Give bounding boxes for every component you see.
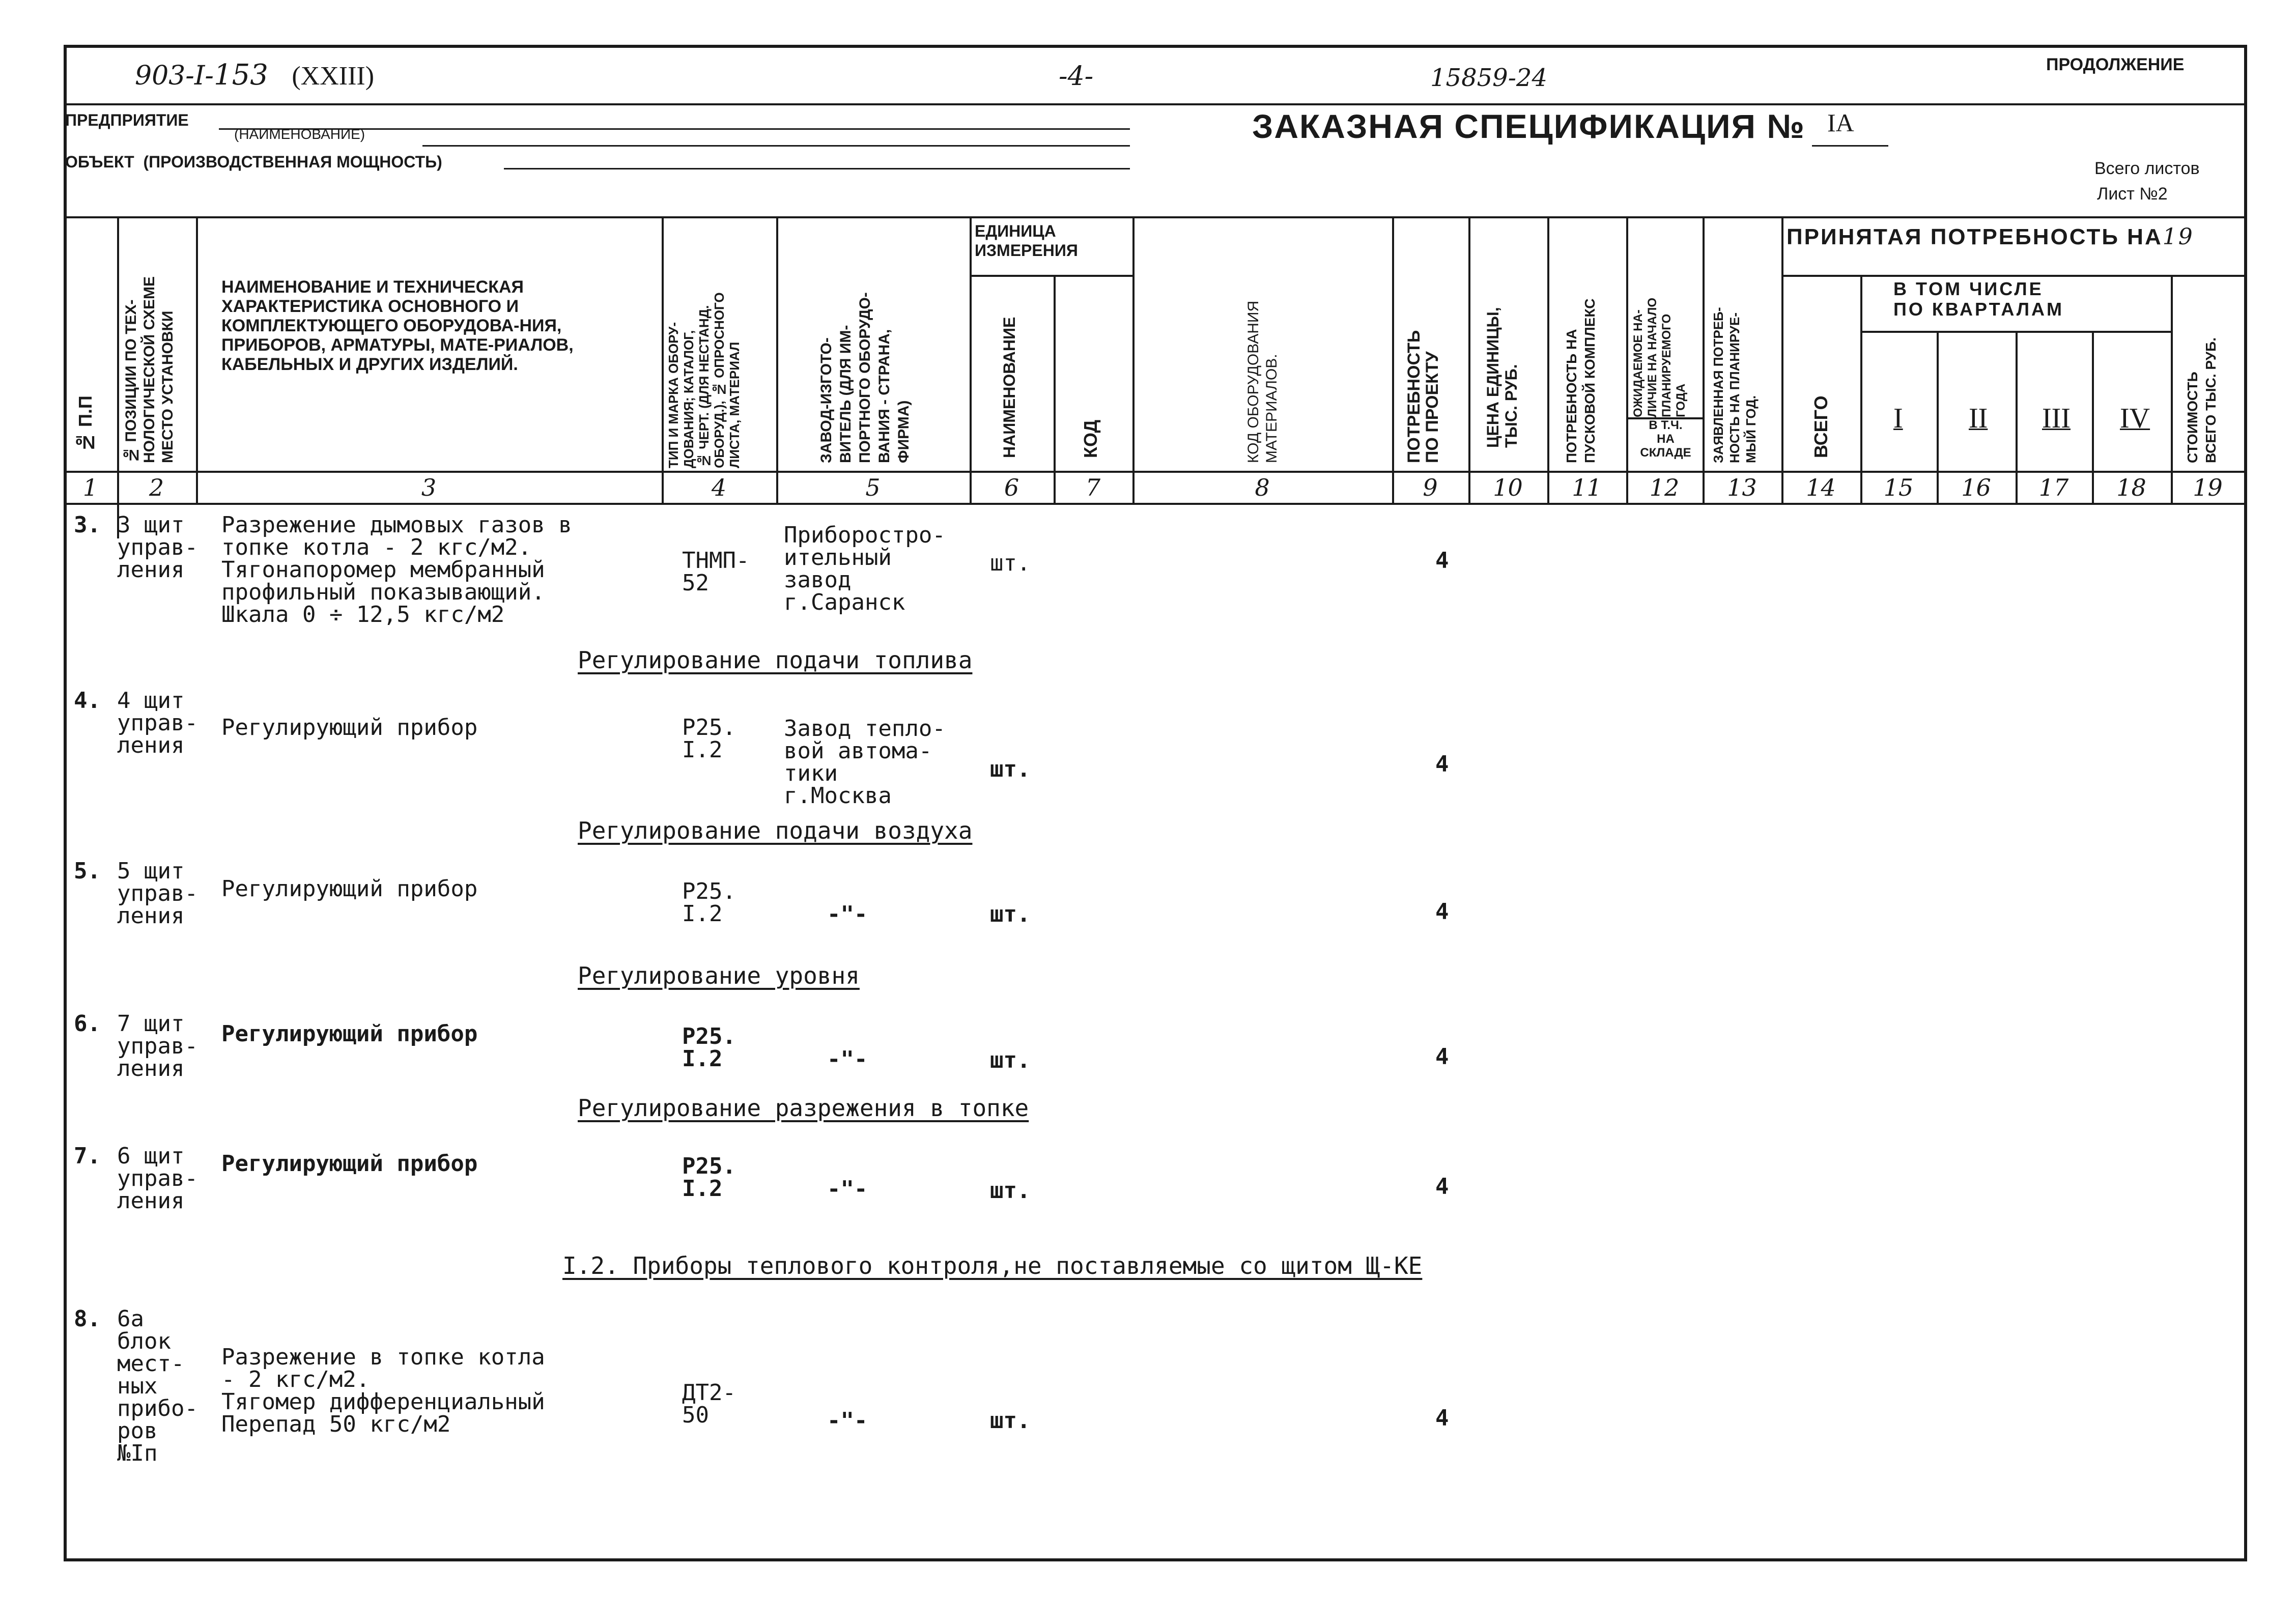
row-position: 3 щит управ- ления bbox=[117, 512, 198, 583]
row-position: 6 щит управ- ления bbox=[117, 1143, 198, 1214]
col-number-16: 16 bbox=[1961, 474, 1991, 501]
total-sheets-label: Всего листов bbox=[2094, 159, 2200, 178]
col-line-6 bbox=[1054, 275, 1056, 503]
col-header-10: ЦЕНА ЕДИНИЦЫ, ТЫС. РУБ. bbox=[1484, 307, 1520, 448]
row-manufacturer: -"- bbox=[827, 1408, 868, 1434]
row-quantity: 4 bbox=[1435, 899, 1449, 925]
row-position: 6а блок мест- ных прибо- ров №Iп bbox=[117, 1306, 198, 1466]
col-header-4: ТИП И МАРКА ОБОРУ- ДОВАНИЯ; КАТАЛОГ, № ЧЕРТ. (ДЛЯ НЕСТАНД. ОБОРУД.), № ОПРОСНОГО ЛИСТА, МАТЕРИАЛ bbox=[666, 292, 742, 468]
col-number-13: 13 bbox=[1727, 474, 1757, 501]
row-manufacturer: Приборостро- ительный завод г.Саранск bbox=[784, 522, 946, 615]
quarter-1: I bbox=[1893, 403, 1903, 434]
col-number-6: 6 bbox=[1004, 474, 1019, 501]
row-number: 7. bbox=[74, 1143, 101, 1169]
row-type: Р25. I.2 bbox=[682, 1153, 736, 1202]
col-header-19: СТОИМОСТЬ ВСЕГО ТЫС. РУБ. bbox=[2185, 337, 2219, 463]
col-line-11 bbox=[1626, 216, 1628, 503]
enterprise-field-line-2 bbox=[422, 145, 1130, 147]
col-line-5 bbox=[970, 216, 972, 503]
col-line-1 bbox=[117, 216, 119, 503]
col-number-9: 9 bbox=[1423, 474, 1438, 501]
col-header-12-sub: В Т.Ч. НА СКЛАДЕ bbox=[1640, 418, 1691, 460]
accepted-group-header: ПРИНЯТАЯ ПОТРЕБНОСТЬ НА19 bbox=[1787, 224, 2194, 250]
col-line-10 bbox=[1547, 216, 1549, 503]
row-manufacturer: -"- bbox=[827, 1176, 868, 1202]
col-number-3: 3 bbox=[421, 474, 437, 501]
col-number-12: 12 bbox=[1649, 474, 1680, 501]
col-line-18 bbox=[2171, 275, 2173, 503]
row-description: Разрежение в топке котла - 2 кгс/м2. Тягомер дифференциальный Перепад 50 кгс/м2 bbox=[221, 1344, 545, 1437]
col-number-14: 14 bbox=[1806, 474, 1836, 501]
row-type: ТНМП- 52 bbox=[682, 548, 750, 596]
row-manufacturer: Завод тепло- вой автома- тики г.Москва bbox=[784, 716, 946, 809]
col-header-8: КОД ОБОРУДОВАНИЯ МАТЕРИАЛОВ. bbox=[1245, 300, 1280, 463]
col-line-13 bbox=[1781, 216, 1783, 503]
col-number-18: 18 bbox=[2116, 474, 2146, 501]
header-line bbox=[64, 103, 2247, 105]
row-number: 4. bbox=[74, 688, 101, 714]
enterprise-label: ПРЕДПРИЯТИЕ bbox=[65, 111, 189, 129]
row-description: Регулирующий прибор bbox=[221, 715, 478, 741]
col-header-2: № ПОЗИЦИИ ПО ТЕХ- НОЛОГИЧЕСКОЙ СХЕМЕ МЕСТО УСТАНОВКИ bbox=[123, 276, 176, 463]
row-quantity: 4 bbox=[1435, 1044, 1449, 1070]
col-line-3 bbox=[662, 216, 664, 503]
row-description: Регулирующий прибор bbox=[221, 1021, 478, 1047]
col-number-11: 11 bbox=[1572, 474, 1602, 501]
spec-number: IA bbox=[1827, 108, 1854, 137]
row-quantity: 4 bbox=[1435, 548, 1449, 574]
col-line-14 bbox=[1860, 275, 1862, 503]
col-number-19: 19 bbox=[2193, 474, 2223, 501]
col-number-15: 15 bbox=[1883, 474, 1914, 501]
row-position: 5 щит управ- ления bbox=[117, 858, 198, 929]
row-unit: шт. bbox=[990, 756, 1031, 782]
row-type: ДТ2- 50 bbox=[682, 1380, 736, 1428]
col-line-4 bbox=[776, 216, 778, 503]
col-number-4: 4 bbox=[711, 474, 727, 501]
row-manufacturer: -"- bbox=[827, 901, 868, 927]
col-line-12 bbox=[1703, 216, 1705, 503]
row-unit: шт. bbox=[990, 550, 1031, 576]
row-description: Регулирующий прибор bbox=[221, 876, 478, 902]
row-unit: шт. bbox=[990, 901, 1031, 927]
col-line-9 bbox=[1468, 216, 1470, 503]
col-number-10: 10 bbox=[1493, 474, 1523, 501]
spec-title: ЗАКАЗНАЯ СПЕЦИФИКАЦИЯ № bbox=[1252, 107, 1805, 145]
sheet-frame bbox=[64, 45, 2247, 1561]
col-number-8: 8 bbox=[1255, 474, 1270, 501]
continuation-label: ПРОДОЛЖЕНИЕ bbox=[2046, 55, 2185, 74]
col-line-7 bbox=[1132, 216, 1135, 503]
quarter-3: III bbox=[2042, 403, 2071, 434]
col-header-7: КОД bbox=[1080, 419, 1101, 458]
series-code: 903-I-153 (XXIII) bbox=[135, 59, 375, 92]
document-number: 15859-24 bbox=[1430, 64, 1547, 92]
accepted-group-line bbox=[1781, 275, 2247, 277]
row-unit: шт. bbox=[990, 1178, 1031, 1204]
col-number-5: 5 bbox=[865, 474, 881, 501]
col-number-2: 2 bbox=[149, 474, 164, 501]
unit-group-line bbox=[970, 275, 1132, 277]
quarter-2: II bbox=[1969, 403, 1988, 434]
col-header-5: ЗАВОД-ИЗГОТО- ВИТЕЛЬ (ДЛЯ ИМ- ПОРТНОГО ОБОРУДО- ВАНИЯ - СТРАНА, ФИРМА) bbox=[818, 292, 912, 463]
spec-number-line bbox=[1812, 145, 1888, 147]
col-header-11: ПОТРЕБНОСТЬ НА ПУСКОВОЙ КОМПЛЕКС bbox=[1564, 298, 1598, 463]
row-quantity: 4 bbox=[1435, 1405, 1449, 1431]
col-line-2 bbox=[196, 216, 198, 503]
unit-group-header: ЕДИНИЦА ИЗМЕРЕНИЯ bbox=[975, 222, 1078, 260]
section-air-supply: Регулирование подачи воздуха bbox=[578, 817, 973, 844]
sheet-label: Лист №2 bbox=[2097, 184, 2168, 204]
enterprise-field-line bbox=[219, 128, 1130, 130]
col-number-7: 7 bbox=[1085, 474, 1101, 501]
row-type: Р25. I.2 bbox=[682, 878, 736, 927]
row-manufacturer: -"- bbox=[827, 1046, 868, 1072]
section-furnace-draft: Регулирование разрежения в топке bbox=[578, 1094, 1029, 1122]
row-number: 6. bbox=[74, 1011, 101, 1037]
row-type: Р25. I.2 bbox=[682, 715, 736, 763]
row-description: Разрежение дымовых газов в топке котла - 2 кгс/м2. Тягонапоромер мембранный профильный показывающий. Шкала 0 ÷ 12,5 кгс/м2 bbox=[221, 512, 572, 628]
row-description: Регулирующий прибор bbox=[221, 1151, 478, 1177]
row-quantity: 4 bbox=[1435, 1174, 1449, 1200]
col-line-8 bbox=[1392, 216, 1394, 503]
col-header-3: НАИМЕНОВАНИЕ И ТЕХНИЧЕСКАЯ ХАРАКТЕРИСТИКА ОСНОВНОГО И КОМПЛЕКТУЮЩЕГО ОБОРУДОВА-НИЯ, ПРИБОРОВ, АРМАТУРЫ, МАТЕ-РИАЛОВ, КАБЕЛЬНЫХ И ДРУГИХ ИЗДЕЛИЙ. bbox=[221, 277, 574, 374]
row-unit: шт. bbox=[990, 1047, 1031, 1073]
col-number-17: 17 bbox=[2038, 474, 2069, 501]
row-type: Р25. I.2 bbox=[682, 1023, 736, 1072]
column-number-line-bottom bbox=[64, 503, 2247, 505]
row-number: 3. bbox=[74, 512, 101, 538]
col-header-9: ПОТРЕБНОСТЬ ПО ПРОЕКТУ bbox=[1404, 330, 1442, 463]
col-number-1: 1 bbox=[82, 474, 98, 501]
row-position: 7 щит управ- ления bbox=[117, 1011, 198, 1081]
quarter-4: IV bbox=[2120, 403, 2150, 434]
row-quantity: 4 bbox=[1435, 751, 1449, 777]
row-unit: шт. bbox=[990, 1408, 1031, 1434]
section-thermal-control: I.2. Приборы теплового контроля,не поставляемые со щитом Щ-КЕ bbox=[562, 1252, 1423, 1279]
object-field-line bbox=[504, 168, 1130, 169]
page-mark: -4- bbox=[1059, 61, 1094, 92]
section-level: Регулирование уровня bbox=[578, 962, 860, 989]
col-header-1: № П.П bbox=[75, 395, 96, 453]
col-header-14: ВСЕГО bbox=[1810, 395, 1831, 458]
col-header-13: ЗАЯВЛЕННАЯ ПОТРЕБ- НОСТЬ НА ПЛАНИРУЕ- МЫЙ ГОД. bbox=[1711, 307, 1759, 463]
enterprise-subcaption: (НАИМЕНОВАНИЕ) bbox=[234, 126, 365, 142]
row-position: 4 щит управ- ления bbox=[117, 688, 198, 758]
col-header-6: НАИМЕНОВАНИЕ bbox=[1000, 317, 1018, 458]
row-number: 8. bbox=[74, 1306, 101, 1332]
col-header-12: ОЖИДАЕМОЕ НА- ЛИЧИЕ НА НАЧАЛО ПЛАНИРУЕМОГО ГОДА bbox=[1631, 297, 1688, 417]
quarters-group-header: В ТОМ ЧИСЛЕ ПО КВАРТАЛАМ bbox=[1893, 278, 2064, 320]
object-label: ОБЪЕКТ (ПРОИЗВОДСТВЕННАЯ МОЩНОСТЬ) bbox=[65, 153, 442, 171]
row-number: 5. bbox=[74, 858, 101, 884]
title-block-line bbox=[64, 216, 2247, 218]
section-fuel-supply: Регулирование подачи топлива bbox=[578, 646, 973, 674]
